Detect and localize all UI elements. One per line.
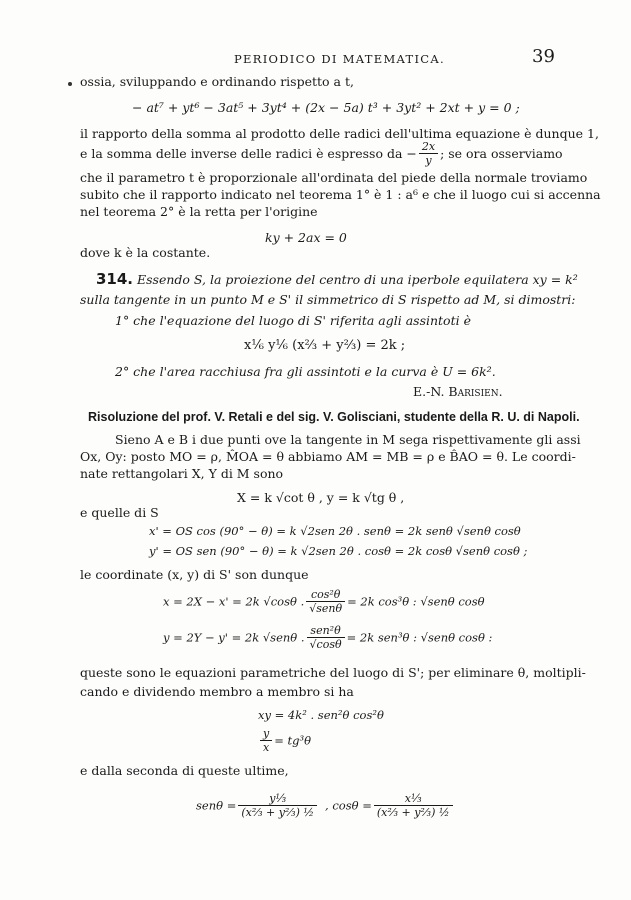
- text-line: subito che il rapporto indicato nel teorema 1° è 1 : a⁶ e che il luogo cui si accenna: [80, 187, 601, 202]
- equation: x⅙ y⅙ (x⅔ + y⅔) = 2k ;: [244, 338, 406, 353]
- problem-author: E.-N. Barisien.: [413, 384, 503, 399]
- text-line: queste sono le equazioni parametriche del luogo di S'; per eliminare θ, moltipli-: [80, 665, 586, 680]
- equation-with-fraction: [196, 792, 455, 819]
- fraction-numerator: x⅓: [374, 792, 453, 806]
- text-line: e dalla seconda di queste ultime,: [80, 763, 289, 778]
- problem-statement-line: [96, 270, 578, 288]
- text-fragment: ; se ora osserviamo: [440, 146, 563, 161]
- fraction-numerator: y⅓: [238, 792, 317, 806]
- equation-with-fraction: [163, 624, 492, 651]
- text-fragment: = 2k cos³θ : √senθ cosθ: [347, 594, 485, 609]
- text-line: cando e dividendo membro a membro si ha: [80, 684, 354, 699]
- fraction-denominator: (x⅔ + y⅔) ½: [376, 806, 450, 819]
- problem-statement-line: sulla tangente in un punto M e S' il simmetrico di S rispetto ad M, si dimostri:: [80, 292, 576, 307]
- text-line: dove k è la costante.: [80, 245, 211, 260]
- text-fragment: e la somma delle inverse delle radici è espresso da −: [80, 146, 417, 161]
- fraction-numerator: sen²θ: [307, 624, 345, 638]
- running-header: PERIODICO DI MATEMATICA.: [234, 52, 445, 66]
- text-line: nel teorema 2° è la retta per l'origine: [80, 204, 318, 219]
- text-line: Ox, Oy: posto MO = ρ, M̂OA = θ abbiamo AM = MB = ρ e B̂AO = θ. Le coordi-: [80, 449, 576, 464]
- equation-with-fraction: [163, 588, 485, 615]
- text-line: le coordinate (x, y) di S' son dunque: [80, 567, 309, 582]
- text-line: ossia, sviluppando e ordinando rispetto a t,: [80, 74, 354, 89]
- fraction-numerator: 2x: [419, 140, 438, 154]
- equation-with-fraction: [258, 727, 311, 754]
- problem-statement-line: 1° che l'equazione del luogo di S' riferita agli assintoti è: [115, 313, 471, 328]
- margin-mark: [68, 82, 72, 86]
- fraction-denominator: √senθ: [309, 602, 343, 615]
- equation: X = k √cot θ , y = k √tg θ ,: [237, 490, 405, 505]
- fraction-denominator: x: [263, 741, 270, 754]
- fraction-denominator: √cosθ: [309, 638, 342, 651]
- equation: x' = OS cos (90° − θ) = k √2sen 2θ . senθ = 2k senθ √senθ cosθ: [149, 524, 521, 538]
- equation: y' = OS sen (90° − θ) = k √2sen 2θ . cosθ = 2k cosθ √senθ cosθ ;: [149, 544, 528, 558]
- inline-fraction: [419, 140, 438, 167]
- equation: − at⁷ + yt⁶ − 3at⁵ + 3yt⁴ + (2x − 5a) t³ + 3yt² + 2xt + y = 0 ;: [132, 100, 520, 115]
- fraction-numerator: y: [260, 727, 272, 741]
- text-fragment: , cosθ =: [325, 798, 372, 813]
- inline-fraction: [260, 727, 272, 754]
- inline-fraction: [306, 588, 345, 615]
- fraction-denominator: y: [425, 154, 432, 167]
- problem-statement-line: 2° che l'area racchiusa fra gli assintoti e la curva è U = 6k².: [115, 364, 496, 379]
- text-fragment: Essendo S, la proiezione del centro di una iperbole equilatera xy = k²: [137, 272, 578, 287]
- text-fragment: = 2k sen³θ : √senθ cosθ :: [346, 630, 493, 645]
- inline-fraction: [307, 624, 345, 651]
- problem-number: 314.: [96, 270, 134, 288]
- text-fragment: senθ =: [196, 798, 237, 813]
- text-fragment: x = 2X − x' = 2k √cosθ .: [163, 594, 305, 609]
- text-line: e quelle di S: [80, 505, 159, 520]
- text-line: che il parametro t è proporzionale all'ordinata del piede della normale troviamo: [80, 170, 588, 185]
- text-fragment: = tg³θ: [274, 733, 312, 748]
- fraction-numerator: cos²θ: [306, 588, 345, 602]
- text-line: nate rettangolari X, Y di M sono: [80, 466, 284, 481]
- text-line: Sieno A e B i due punti ove la tangente in M sega rispettivamente gli assi: [115, 432, 581, 447]
- equation: ky + 2ax = 0: [265, 230, 347, 245]
- page-number: 39: [532, 46, 555, 67]
- equation: xy = 4k² . sen²θ cos²θ: [258, 708, 384, 722]
- solution-title: Risoluzione del prof. V. Retali e del sig. V. Golisciani, studente della R. U. di Napoli.: [88, 410, 580, 424]
- inline-fraction: [374, 792, 453, 819]
- inline-fraction: [238, 792, 317, 819]
- text-fragment: y = 2Y − y' = 2k √senθ .: [163, 630, 305, 645]
- text-line: il rapporto della somma al prodotto delle radici dell'ultima equazione è dunque 1,: [80, 126, 599, 141]
- text-line-with-fraction: [80, 140, 563, 167]
- fraction-denominator: (x⅔ + y⅔) ½: [241, 806, 315, 819]
